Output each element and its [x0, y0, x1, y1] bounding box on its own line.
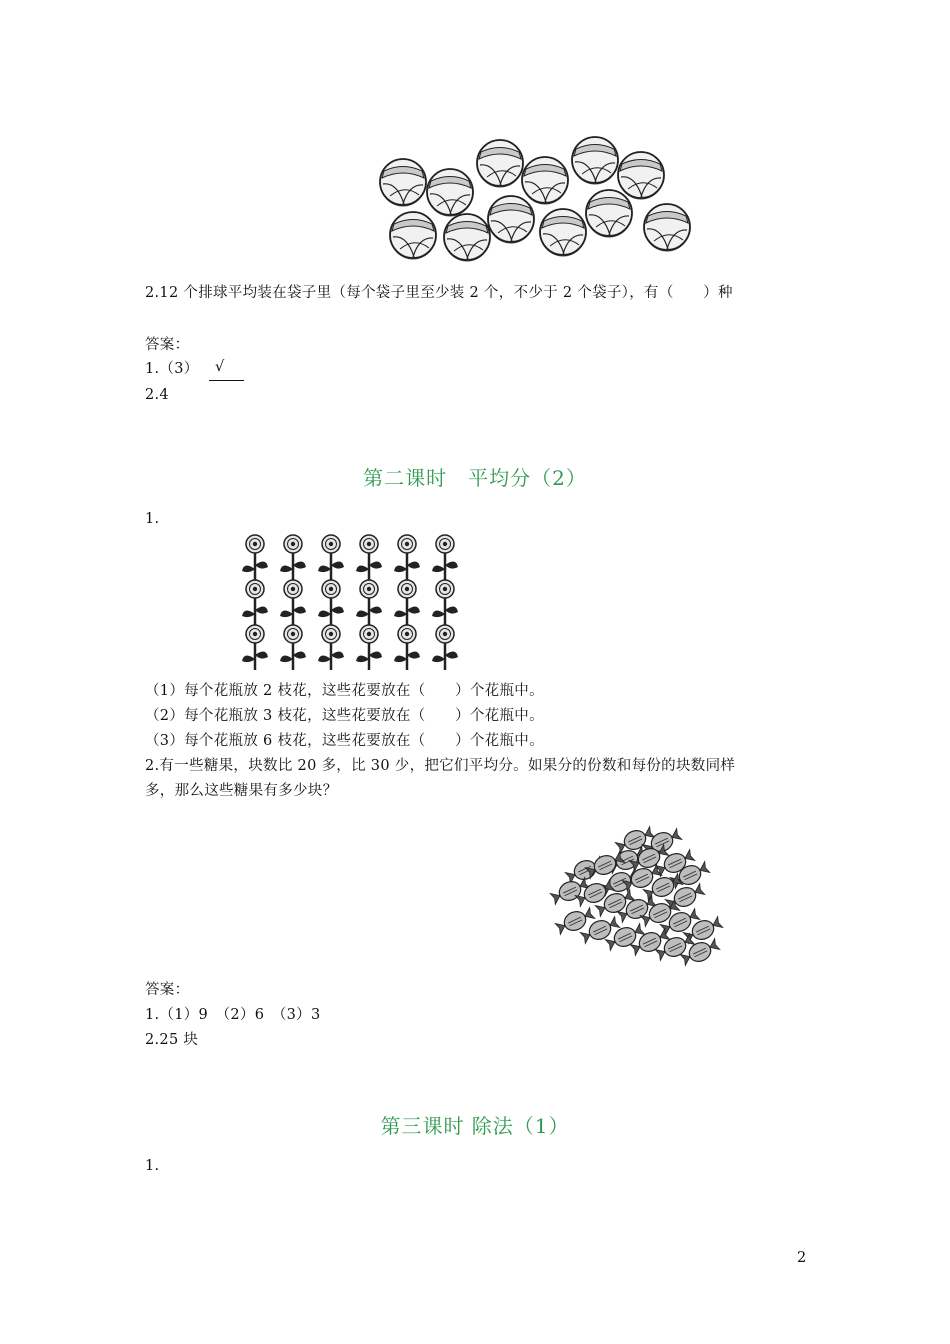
volleyball: [427, 169, 473, 217]
candy: [629, 926, 671, 958]
flower: [242, 535, 268, 580]
flower: [432, 535, 458, 580]
lesson2-answer-1: 1.（1）9 （2）6 （3）3: [145, 1007, 321, 1023]
lesson2-q1-item-2: （2）每个花瓶放 3 枝花，这些花要放在（ ）个花瓶中。: [145, 708, 544, 724]
lesson1-answer-title: 答案：: [145, 337, 190, 353]
lesson2-q2-line-1: 2.有一些糖果，块数比 20 多，比 30 少，把它们平均分。如果分的份数和每份的块数同样: [145, 758, 736, 774]
flowers-illustration: [235, 532, 465, 672]
flower: [356, 580, 382, 625]
flower: [318, 625, 344, 670]
lesson2-q1-number: 1.: [145, 511, 160, 527]
flower: [280, 580, 306, 625]
lesson3-title: 第三课时 除法（1）: [380, 1114, 570, 1138]
volleyball: [477, 140, 523, 188]
candy: [679, 936, 721, 968]
flower: [242, 625, 268, 670]
volleyball: [488, 196, 534, 244]
page-number: 2: [797, 1250, 807, 1266]
candies-illustration: [545, 825, 735, 965]
lesson1-answer-1: 1.（3）: [145, 361, 199, 377]
lesson1-question-2: 2.12 个排球平均装在袋子里（每个袋子里至少装 2 个，不少于 2 个袋子），有（ ）种: [145, 285, 733, 301]
lesson2-q1-item-3: （3）每个花瓶放 6 枝花，这些花要放在（ ）个花瓶中。: [145, 733, 544, 749]
volleyball: [522, 157, 568, 205]
check-mark: √: [215, 359, 225, 375]
lesson2-q2-line-2: 多，那么这些糖果有多少块？: [145, 783, 338, 799]
volleyball: [586, 190, 632, 238]
flower: [394, 535, 420, 580]
flower: [318, 535, 344, 580]
volleyball: [390, 212, 436, 260]
flower: [280, 625, 306, 670]
flower: [356, 625, 382, 670]
candy: [654, 931, 696, 963]
volleyball: [380, 159, 426, 207]
volleyball: [644, 204, 690, 252]
flower: [280, 535, 306, 580]
flower: [318, 580, 344, 625]
lesson2-answer-2: 2.25 块: [145, 1032, 199, 1048]
lesson1-answer-2: 2.4: [145, 387, 169, 403]
lesson3-q1-number: 1.: [145, 1158, 160, 1174]
lesson2-q1-item-1: （1）每个花瓶放 2 枝花，这些花要放在（ ）个花瓶中。: [145, 683, 544, 699]
volleyball: [572, 137, 618, 185]
volleyball: [540, 209, 586, 257]
volleyballs-illustration: [355, 135, 695, 265]
flower: [356, 535, 382, 580]
lesson2-answer-title: 答案：: [145, 982, 190, 998]
volleyball: [444, 214, 490, 262]
lesson2-title: 第二课时 平均分（2）: [363, 466, 587, 490]
flower: [242, 580, 268, 625]
answer-underline: [209, 380, 244, 381]
flower: [432, 580, 458, 625]
flower: [394, 625, 420, 670]
flower: [432, 625, 458, 670]
volleyball: [618, 152, 664, 200]
flower: [394, 580, 420, 625]
